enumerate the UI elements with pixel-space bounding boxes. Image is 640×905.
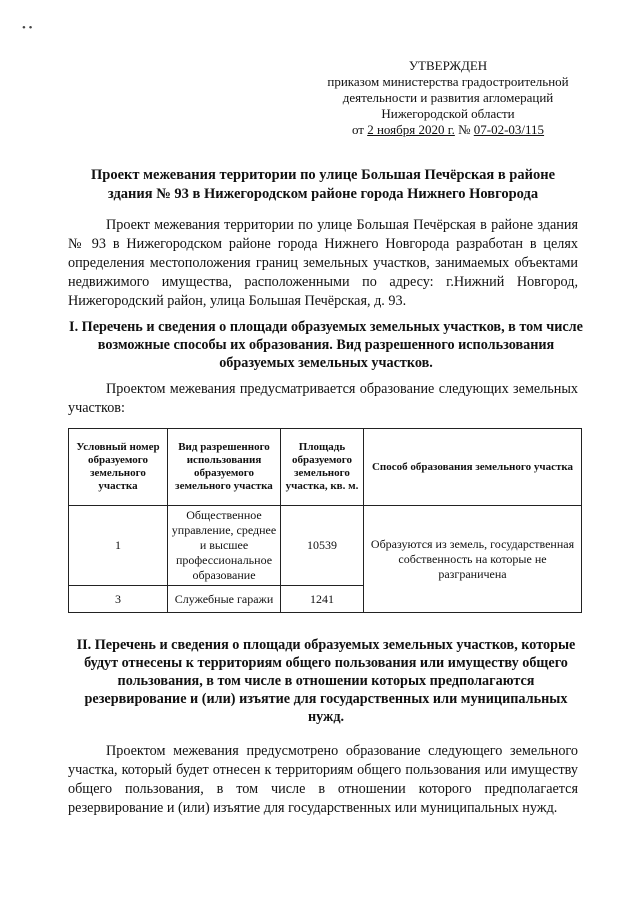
header-area: Площадь образуемого земельного участка, кв. м. (281, 429, 364, 506)
header-number: Условный номер образуемого земельного участка (69, 429, 168, 506)
approval-line-3: Нижегородской области (381, 106, 515, 121)
approval-number: 07-02-03/115 (473, 122, 545, 137)
section-1-heading: I. Перечень и сведения о площади образуемых земельных участков, в том числе возможные способы их образования. Вид разрешенного использования образуемых земельных участков. (69, 319, 583, 371)
cell-number: 1 (69, 506, 168, 586)
approval-heading: УТВЕРЖДЕН (408, 58, 488, 73)
approval-date-line (312, 122, 584, 138)
approval-block (312, 58, 584, 138)
header-use: Вид разрешенного использования образуемого земельного участка (168, 429, 281, 506)
date-prefix: от (351, 122, 364, 137)
section-2-text: Проектом межевания предусмотрено образование следующего земельного участка, который будет отнесен к территориям общего пользования или имуществу общего пользования, в том числе в отношении которого предполагается резервирование и (или) изъятие для государственных или муниципальных нужд. (68, 743, 578, 816)
section-2-heading: II. Перечень и сведения о площади образуемых земельных участков, которые будут отнесены к территориям общего пользования или имуществу общего пользования, в том числе в отношении которых предполагаются резервирование и (или) изъятие для государственных или муниципальных нужд. (76, 637, 576, 725)
cell-number: 3 (69, 586, 168, 613)
approval-line-1: приказом министерства градостроительной (327, 74, 569, 89)
cell-area: 1241 (281, 586, 364, 613)
land-plots-table (68, 428, 582, 613)
page-mark: • • (22, 22, 33, 34)
table-row (69, 506, 582, 586)
approval-line-2: деятельности и развития агломераций (342, 90, 554, 105)
section-1-text: Проектом межевания предусматривается образование следующих земельных участков: (68, 381, 578, 416)
number-prefix: № (458, 122, 471, 137)
approval-date: 2 ноября 2020 г. (367, 122, 455, 137)
header-method: Способ образования земельного участка (364, 429, 582, 506)
cell-method: Образуются из земель, государственная собственность на которые не разграничена (364, 506, 582, 613)
cell-use: Служебные гаражи (168, 586, 281, 613)
document-title: Проект межевания территории по улице Большая Печёрская в районе здания № 93 в Нижегородском районе города Нижнего Новгорода (91, 167, 555, 202)
intro-paragraph: Проект межевания территории по улице Большая Печёрская в районе здания № 93 в Нижегородском районе города Нижнего Новгорода разработан в целях определения местоположения границ земельных участков, занимаемых объектами недвижимого имущества, расположенными по адресу: г.Нижний Новгород, Нижегородский район, улица Большая Печёрская, д. 93. (68, 217, 578, 309)
table-header-row (69, 429, 582, 506)
cell-use: Общественное управление, среднее и высшее профессиональное образование (168, 506, 281, 586)
cell-area: 10539 (281, 506, 364, 586)
